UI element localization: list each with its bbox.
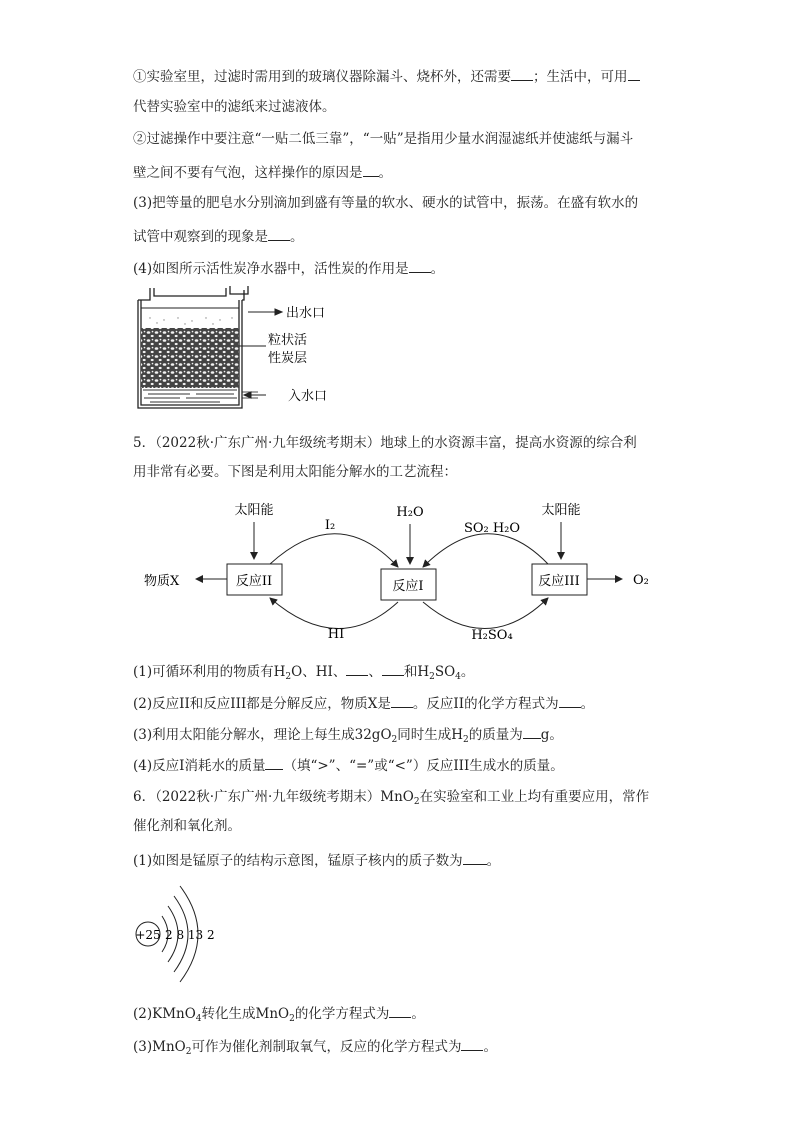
hi-curve: [270, 598, 398, 629]
q4-filter-rule-line1: ②过滤操作中要注意“一贴二低三靠”，“一贴”是指用少量水润湿滤纸并使滤纸与漏斗: [133, 131, 634, 147]
h2so4-curve: [423, 598, 548, 629]
answer-blank: [265, 755, 283, 770]
outlet-label: 出水口: [286, 306, 326, 321]
q5-sub1: (1)可循环利用的物质有$H_2O$、HI、 、 和$H_2SO_4$。: [133, 661, 474, 686]
dotted-layer: [149, 317, 232, 324]
q4-soap-line1: (3)把等量的肥皂水分别滴加到盛有等量的软水、硬水的试管中，振荡。在盛有软水的: [133, 195, 639, 211]
q4-filter-rule-line2: 壁之间不要有气泡，这样操作的原因是 。: [133, 162, 392, 182]
reaction-1-label: 反应I: [392, 579, 424, 594]
answer-blank: [409, 258, 431, 273]
q5-sub4: (4)反应I消耗水的质量 （填“>”、“=”或“<”）反应III生成水的质量。: [133, 755, 564, 775]
answer-blank: [511, 66, 533, 81]
reaction-3-label: 反应III: [538, 574, 580, 589]
water-input-label: H₂O: [396, 505, 424, 520]
answer-blank: [363, 162, 379, 177]
q5-sub2: (2)反应II和反应III都是分解反应，物质X是 。反应II的化学方程式为 。: [133, 693, 594, 713]
answer-blank: [382, 661, 404, 676]
answer-blank: [268, 226, 290, 241]
solar-water-splitting-diagram: [130, 492, 670, 652]
q4-filter-line2: 代替实验室中的滤纸来过滤液体。: [133, 99, 336, 115]
inlet-label: 入水口: [288, 389, 328, 404]
q5-intro-line1: 5．（2022秋·广东广州·九年级统考期末）地球上的水资源丰富，提高水资源的综合利: [133, 435, 637, 451]
electron-counts: 2 8 13 2: [165, 928, 215, 942]
i2-curve: [270, 534, 398, 567]
water-purifier-figure: [130, 282, 350, 414]
q6-intro-line1: 6．（2022秋·广东广州·九年级统考期末）MnO$_2$在实验室和工业上均有重要应用，常作: [133, 789, 650, 807]
nucleus-charge: +25: [135, 928, 161, 942]
answer-blank: [391, 693, 413, 708]
answer-blank: [628, 66, 640, 81]
q5-intro-line2: 用非常有必要。下图是利用太阳能分解水的工艺流程：: [133, 464, 457, 480]
carbon-label-1: 粒状活: [268, 333, 308, 348]
answer-blank: [389, 1003, 411, 1018]
q6-sub3: (3)MnO$_2$可作为催化剂制取氧气，反应的化学方程式为 。: [133, 1036, 497, 1061]
so2-h2o-curve: [423, 534, 548, 567]
answer-blank: [346, 661, 368, 676]
so2-h2o-label: SO₂ H₂O: [463, 521, 521, 536]
manganese-atom-diagram: [128, 872, 238, 992]
answer-blank: [559, 693, 581, 708]
bottom-water-layer: [143, 390, 237, 402]
substance-x-label: 物质X: [144, 574, 180, 589]
q4-filter-line1: ①实验室里，过滤时需用到的玻璃仪器除漏斗、烧杯外，还需要 ；生活中，可用: [133, 66, 640, 86]
q5-sub3: (3)利用太阳能分解水，理论上每生成$32gO_2$同时生成$H_2$的质量为 g。: [133, 724, 563, 749]
q6-sub1: (1)如图是锰原子的结构示意图，锰原子核内的质子数为 。: [133, 850, 500, 870]
q6-intro-line2: 催化剂和氧化剂。: [133, 818, 241, 834]
solar-left-label: 太阳能: [234, 503, 274, 518]
reaction-2-label: 反应II: [235, 574, 273, 589]
answer-blank: [523, 724, 541, 739]
q6-sub2: (2)KMnO$_4$转化生成MnO$_2$的化学方程式为 。: [133, 1003, 425, 1028]
q4-soap-line2: 试管中观察到的现象是 。: [133, 226, 304, 246]
oxygen-label: O₂: [633, 573, 649, 588]
q4-carbon-question: (4)如图所示活性炭净水器中，活性炭的作用是 。: [133, 258, 444, 278]
hi-label: HI: [327, 627, 345, 642]
answer-blank: [463, 850, 487, 865]
solar-right-label: 太阳能: [541, 503, 581, 518]
activated-carbon-layer: [141, 328, 239, 388]
i2-label: I₂: [324, 518, 336, 533]
h2so4-label: H₂SO₄: [471, 628, 513, 643]
carbon-label-2: 性炭层: [268, 351, 308, 366]
answer-blank: [461, 1036, 483, 1051]
